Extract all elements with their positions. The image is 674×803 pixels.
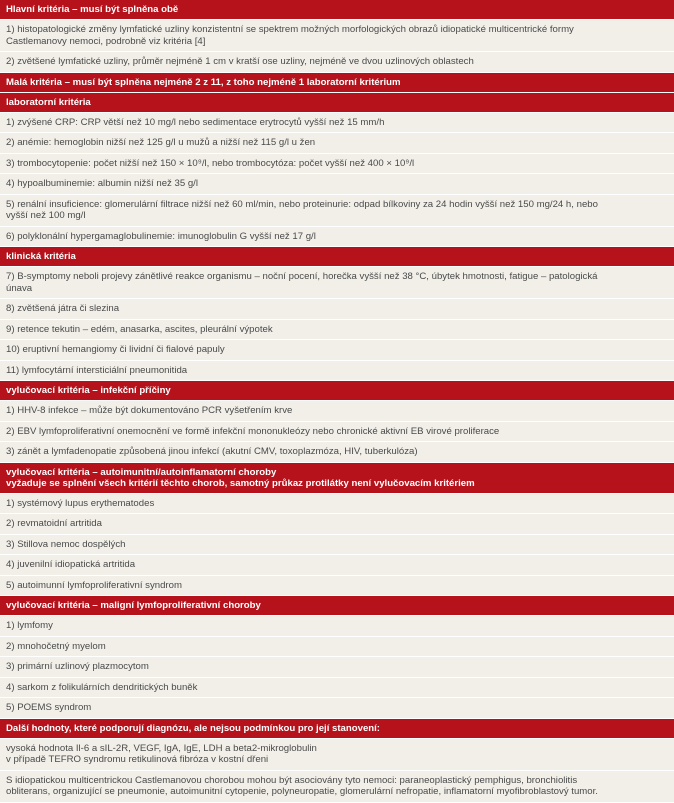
criteria-row	[0, 267, 674, 299]
row-text-line: 7) B-symptomy neboli projevy zánětlivé reakce organismu – noční pocení, horečka vyšší než 38 °C, úbytek hmotnosti, fatigue – patologická	[6, 271, 598, 282]
criteria-row	[0, 442, 674, 463]
row-text-line: 2) mnohočetný myelom	[6, 640, 106, 652]
row-text-line: 11) lymfocytární intersticiální pneumonitida	[6, 364, 188, 376]
section-header	[0, 93, 674, 113]
criteria-row	[0, 133, 674, 154]
row-text-line: 4) juvenilní idiopatická artritida	[6, 559, 136, 570]
row-text-line: Další hodnoty, které podporují diagnózu, ale nejsou podmínkou pro její stanovení:	[6, 722, 381, 734]
row-text-line: 2) EBV lymfoproliferativní onemocnění ve formě infekční mononukleózy nebo chronické aktivní EB virové proliferace	[6, 425, 500, 437]
row-text-line: Malá kritéria – musí být splněna nejméně 2 z 11, z toho nejméně 1 laboratorní kritérium	[6, 76, 401, 88]
criteria-row	[0, 320, 674, 341]
section-header	[0, 719, 674, 739]
row-text-line: 2) zvětšené lymfatické uzliny, průměr nejméně 1 cm v kratší ose uzliny, nejméně ve dvou uzlinových oblastech	[6, 56, 474, 67]
section-header	[0, 73, 674, 93]
section-header	[0, 381, 674, 401]
row-text-line: 8) zvětšená játra či slezina	[6, 303, 120, 314]
row-text-line: obliterans, organizující se pneumonie, autoimunitní cytopenie, polyneuropatie, glomerulární nefropatie, inflamatorní myofibroblastový tumor.	[6, 786, 598, 797]
row-text-line: vyšší než 100 mg/l	[6, 210, 86, 221]
criteria-row	[0, 195, 674, 227]
row-text-line: 3) primární uzlinový plazmocytom	[6, 661, 149, 672]
section-header	[0, 463, 674, 494]
row-text-line: 9) retence tekutin – edém, anasarka, ascites, pleurální výpotek	[6, 323, 273, 335]
row-text-line: vylučovací kritéria – autoimunitní/autoinflamatorní choroby	[6, 466, 277, 478]
row-text-line: 5) autoimunní lymfoproliferativní syndrom	[6, 579, 182, 591]
criteria-row	[0, 113, 674, 134]
row-text-line: 4) sarkom z folikulárních dendritických buněk	[6, 681, 198, 693]
row-text-line: 1) systémový lupus erythematodes	[6, 497, 155, 509]
section-header	[0, 596, 674, 616]
row-text-line: vylučovací kritéria – maligní lymfoproliferativní choroby	[6, 600, 261, 611]
row-text-line: v případě TEFRO syndromu retikulinová fibróza v kostní dřeni	[6, 754, 269, 765]
row-text-line: 1) lymfomy	[6, 620, 53, 631]
criteria-row	[0, 678, 674, 699]
row-text-line: 10) eruptivní hemangiomy či lividní či fialové papuly	[6, 344, 225, 355]
criteria-row	[0, 401, 674, 422]
criteria-row	[0, 771, 674, 803]
row-text-line: 2) anémie: hemoglobin nižší než 125 g/l u mužů a nižší než 115 g/l u žen	[6, 137, 316, 148]
row-text-line: 1) zvýšené CRP: CRP větší než 10 mg/l nebo sedimentace erytrocytů vyšší než 15 mm/h	[6, 116, 385, 128]
criteria-row	[0, 576, 674, 597]
row-text-line: vylučovací kritéria – infekční příčiny	[6, 385, 171, 396]
row-text-line: 4) hypoalbuminemie: albumin nižší než 35 g/l	[6, 178, 198, 189]
row-text-line: vyžaduje se splnění všech kritérií těchto chorob, samotný průkaz protilátky není vylučovacím kritériem	[6, 477, 475, 489]
criteria-row	[0, 535, 674, 556]
criteria-row	[0, 174, 674, 195]
criteria-row	[0, 657, 674, 678]
criteria-row	[0, 20, 674, 52]
criteria-row	[0, 422, 674, 443]
row-text-line: Castlemanovy nemoci, podrobně viz kritéria [4]	[6, 35, 206, 47]
row-text-line: 2) revmatoidní artritida	[6, 518, 102, 529]
row-text-line: 3) Stillova nemoc dospělých	[6, 538, 126, 550]
row-text-line: vysoká hodnota Il-6 a sIL-2R, VEGF, IgA, IgE, LDH a beta2-mikroglobulin	[6, 742, 317, 754]
row-text-line: 5) renální insuficience: glomerulární filtrace nižší než 60 ml/min, nebo proteinurie: odpad bílkoviny za 24 hodin vyšší než 150 mg/24 h, nebo	[6, 198, 598, 210]
criteria-row	[0, 616, 674, 637]
row-text-line: 6) polyklonální hypergamaglobulinemie: imunoglobulin G vyšší než 17 g/l	[6, 230, 316, 242]
criteria-row	[0, 555, 674, 576]
criteria-row	[0, 637, 674, 658]
criteria-row	[0, 227, 674, 248]
section-header	[0, 0, 674, 20]
row-text-line: 1) HHV-8 infekce – může být dokumentováno PCR vyšetřením krve	[6, 405, 293, 416]
row-text-line: Hlavní kritéria – musí být splněna obě	[6, 4, 179, 15]
criteria-row	[0, 494, 674, 515]
row-text-line: S idiopatickou multicentrickou Castlemanovou chorobou mohou být asociovány tyto nemoci: paraneoplastický pemphigus, bronchiolitis	[6, 774, 578, 786]
row-text-line: klinická kritéria	[6, 251, 76, 262]
row-text-line: 3) zánět a lymfadenopatie způsobená jinou infekcí (akutní CMV, toxoplazmóza, HIV, tuberkulóza)	[6, 446, 418, 457]
criteria-row	[0, 698, 674, 719]
criteria-row	[0, 514, 674, 535]
row-text-line: 3) trombocytopenie: počet nižší než 150 × 10⁹/l, nebo trombocytóza: počet vyšší než 400 × 10⁹/l	[6, 157, 415, 169]
criteria-row	[0, 361, 674, 382]
row-text-line: 1) histopatologické změny lymfatické uzliny konzistentní se spektrem možných morfologických obrazů idiopatické multicentrické formy	[6, 24, 574, 35]
row-text-line: 5) POEMS syndrom	[6, 702, 92, 713]
criteria-row	[0, 340, 674, 361]
criteria-row	[0, 154, 674, 175]
criteria-row	[0, 52, 674, 73]
section-header	[0, 247, 674, 267]
criteria-row	[0, 739, 674, 771]
criteria-row	[0, 299, 674, 320]
row-text-line: únava	[6, 282, 33, 294]
row-text-line: laboratorní kritéria	[6, 96, 91, 108]
